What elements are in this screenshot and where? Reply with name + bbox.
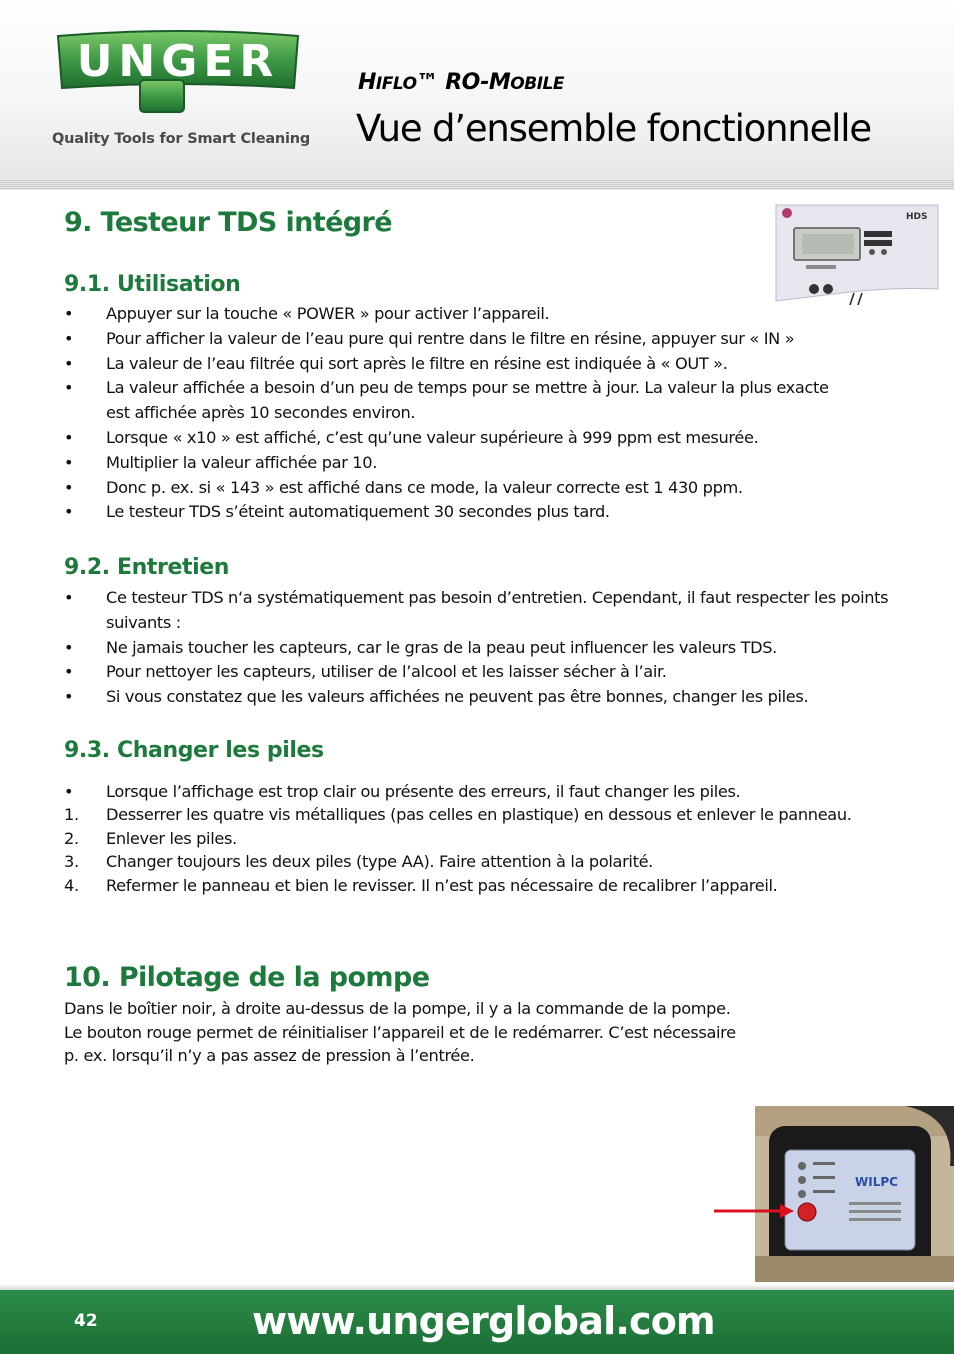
pompe-paragraph: Dans le boîtier noir, à droite au-dessus de la pompe, il y a la commande de la pompe. Le bouton rouge permet de réinitialiser l’appareil et de le redémarrer. C’est nécessaire p. ex. lorsqu’il n’y a pas assez de pression à l’entrée. [64, 999, 736, 1066]
list-item: • Si vous constatez que les valeurs affichées ne peuvent pas être bonnes, changer les piles. [64, 687, 809, 707]
list-item: • La valeur affichée a besoin d’un peu de temps pour se mettre à jour. La valeur la plus exacte est affichée après 10 secondes environ. [64, 378, 829, 423]
product-subtitle: HIFLO™ RO-MOBILE [358, 70, 564, 95]
list-item: • Le testeur TDS s’éteint automatiquement 30 secondes plus tard. [64, 502, 610, 522]
list-item: 2. Enlever les piles. [64, 828, 237, 848]
piles-list [64, 780, 924, 897]
tds-tester-image [772, 203, 942, 305]
list-item: • Lorsque l’affichage est trop clair ou présente des erreurs, il faut changer les piles. [64, 782, 741, 801]
list-item: • La valeur de l’eau filtrée qui sort après le filtre en résine est indiquée à « OUT ». [64, 353, 728, 373]
list-item: • Multiplier la valeur affichée par 10. [64, 452, 378, 472]
svg-text:HDS: HDS [906, 212, 928, 222]
list-item: 1. Desserrer les quatre vis métalliques (pas celles en plastique) en dessous et enlever le panneau. [64, 805, 852, 825]
svg-text:WILPC: WILPC [855, 1175, 898, 1189]
section-heading-tds: 9. Testeur TDS intégré [64, 207, 392, 238]
list-item: • Ne jamais toucher les capteurs, car le gras de la peau peut influencer les valeurs TDS. [64, 637, 777, 657]
list-item: • Pour nettoyer les capteurs, utiliser de l’alcool et les laisser sécher à l’air. [64, 662, 667, 682]
list-item: • Appuyer sur la touche « POWER » pour activer l’appareil. [64, 304, 550, 323]
list-item: • Ce testeur TDS n‘a systématiquement pas besoin d’entretien. Cependant, il faut respecter les points suivants : [64, 588, 889, 632]
website-link[interactable]: www.ungerglobal.com [252, 1299, 715, 1343]
pump-controller-image [755, 1106, 954, 1282]
list-item: • Lorsque « x10 » est affiché, c’est qu’une valeur supérieure à 999 ppm est mesurée. [64, 427, 759, 447]
subsection-heading-piles: 9.3. Changer les piles [64, 738, 324, 763]
utilisation-list [64, 302, 924, 525]
entretien-list [64, 586, 924, 710]
brand-tagline: Quality Tools for Smart Cleaning [52, 131, 311, 147]
list-item: 4. Refermer le panneau et bien le revisser. Il n’est pas nécessaire de recalibrer l’appareil. [64, 875, 778, 895]
unger-logo [52, 28, 304, 118]
list-item: • Pour afficher la valeur de l’eau pure qui rentre dans le filtre en résine, appuyer sur « IN » [64, 328, 795, 348]
svg-text:UNGER: UNGER [76, 36, 280, 87]
list-item: • Donc p. ex. si « 143 » est affiché dans ce mode, la valeur correcte est 1 430 ppm. [64, 477, 743, 497]
section-heading-pompe: 10. Pilotage de la pompe [64, 962, 430, 993]
list-item: 3. Changer toujours les deux piles (type AA). Faire attention à la polarité. [64, 852, 653, 872]
page-number: 42 [74, 1311, 98, 1331]
page-title: Vue d’ensemble fonctionnelle [356, 107, 871, 150]
subsection-heading-utilisation: 9.1. Utilisation [64, 272, 241, 297]
red-arrow-pointer [714, 1201, 794, 1221]
header-divider [0, 180, 954, 190]
subsection-heading-entretien: 9.2. Entretien [64, 555, 230, 580]
